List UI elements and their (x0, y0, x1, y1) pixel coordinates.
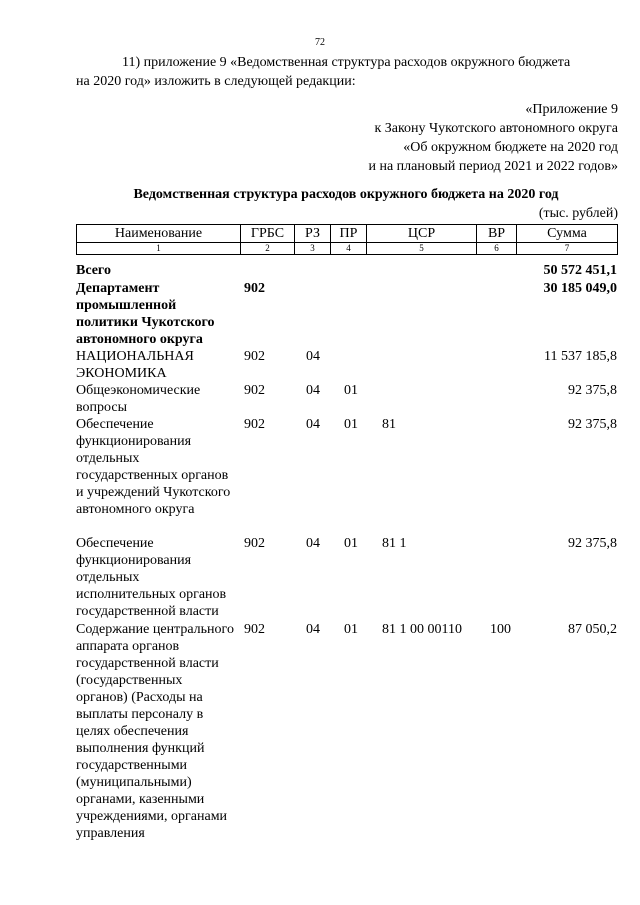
table-header (76, 224, 618, 255)
column-number: 6 (477, 243, 517, 255)
document-title: Ведомственная структура расходов окружного бюджета на 2020 год (133, 187, 559, 202)
header-vr: ВР (477, 225, 517, 243)
header-grbs: ГРБС (241, 225, 295, 243)
appendix-line-4: и на плановый период 2021 и 2022 годов» (368, 159, 618, 174)
table-row-total (76, 262, 617, 280)
row-name: Обеспечение функционирования отдельных государственных органов и учреждений Чукотского автономного округа (76, 417, 231, 517)
row-pr: 01 (344, 417, 358, 432)
column-number: 2 (241, 243, 295, 255)
row-rz: 04 (306, 349, 320, 364)
row-name: Всего (76, 263, 111, 278)
row-pr: 01 (344, 383, 358, 398)
intro-line-1: 11) приложение 9 «Ведомственная структура расходов окружного бюджета (122, 55, 571, 70)
table-body (76, 262, 617, 861)
row-name: НАЦИОНАЛЬНАЯ ЭКОНОМИКА (76, 349, 194, 381)
column-number: 5 (367, 243, 477, 255)
row-grbs: 902 (244, 622, 265, 637)
row-sum: 30 185 049,0 (543, 281, 617, 296)
header-csr: ЦСР (367, 225, 477, 243)
row-pr: 01 (344, 536, 358, 551)
units-label: (тыс. рублей) (538, 206, 618, 221)
row-name: Департамент промышленной политики Чукотского автономного округа (76, 281, 215, 347)
appendix-heading (368, 100, 618, 176)
column-number-row (77, 243, 618, 255)
row-sum: 92 375,8 (568, 536, 617, 551)
row-sum: 50 572 451,1 (543, 263, 617, 278)
column-number: 4 (331, 243, 367, 255)
table-row (76, 382, 617, 416)
header-sum: Сумма (517, 225, 618, 243)
header-row (77, 225, 618, 243)
row-sum: 87 050,2 (568, 622, 617, 637)
header-rz: РЗ (295, 225, 331, 243)
row-grbs: 902 (244, 281, 265, 296)
header-pr: ПР (331, 225, 367, 243)
row-csr: 81 1 (382, 536, 407, 551)
row-pr: 01 (344, 622, 358, 637)
row-name: Общеэкономические вопросы (76, 383, 201, 415)
table-row-department (76, 280, 617, 348)
intro-line-2: на 2020 год» изложить в следующей редакции: (76, 74, 356, 89)
appendix-line-3: «Об окружном бюджете на 2020 год (403, 140, 618, 155)
row-name: Обеспечение функционирования отдельных исполнительных органов государственной власти (76, 536, 227, 619)
row-sum: 11 537 185,8 (544, 349, 617, 364)
row-rz: 04 (306, 383, 320, 398)
table-row (76, 621, 617, 861)
appendix-line-1: «Приложение 9 (525, 102, 618, 117)
row-csr: 81 (382, 417, 396, 432)
table-row (76, 416, 617, 535)
row-grbs: 902 (244, 417, 265, 432)
row-vr: 100 (490, 622, 511, 637)
column-number: 7 (517, 243, 618, 255)
row-grbs: 902 (244, 349, 265, 364)
table-row (76, 535, 617, 621)
row-rz: 04 (306, 536, 320, 551)
table-row (76, 348, 617, 382)
row-name: Содержание центрального аппарата органов государственной власти (государственных органов) (Расходы на выплаты персоналу в целях обеспечения выполнения функций государственными (муниципальными) органами, казенными учреждениями, органами управления (76, 622, 234, 841)
appendix-line-2: к Закону Чукотского автономного округа (374, 121, 618, 136)
row-grbs: 902 (244, 383, 265, 398)
intro-paragraph (76, 53, 616, 91)
column-number: 1 (77, 243, 241, 255)
row-sum: 92 375,8 (568, 383, 617, 398)
header-name: Наименование (77, 225, 241, 243)
row-grbs: 902 (244, 536, 265, 551)
page-number: 72 (315, 37, 325, 48)
column-number: 3 (295, 243, 331, 255)
row-rz: 04 (306, 622, 320, 637)
row-sum: 92 375,8 (568, 417, 617, 432)
row-csr: 81 1 00 00110 (382, 622, 462, 637)
row-rz: 04 (306, 417, 320, 432)
